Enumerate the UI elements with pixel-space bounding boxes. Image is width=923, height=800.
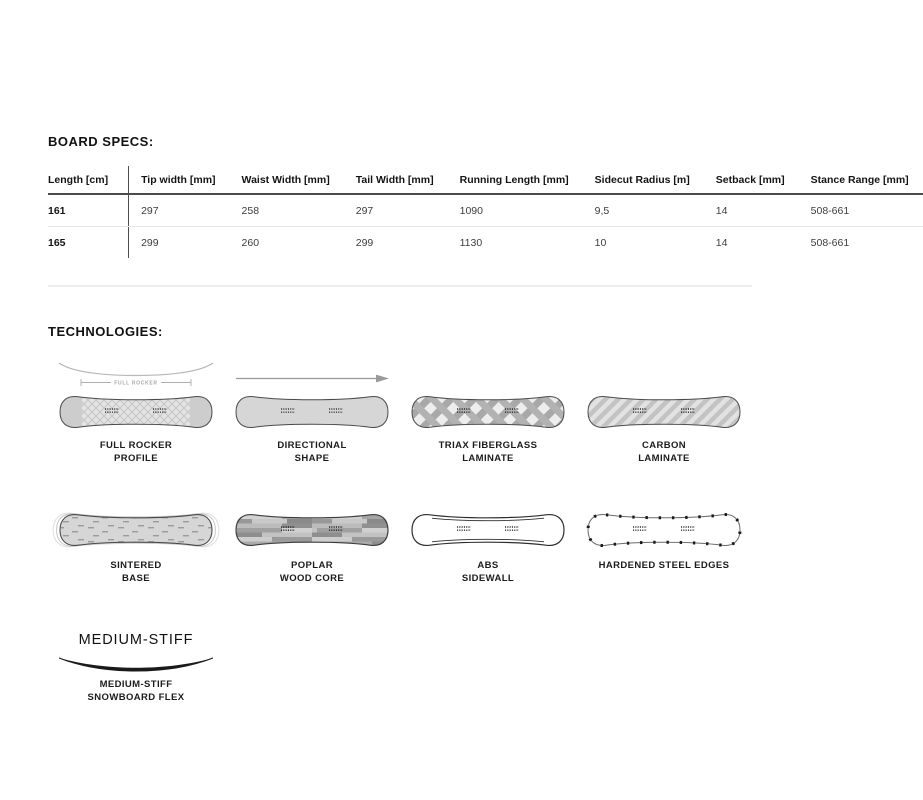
column-header-tip-width: Tip width [mm]	[129, 166, 230, 194]
column-header-length: Length [cm]	[48, 166, 129, 194]
spec-cell: 14	[704, 194, 799, 227]
specs-header-row	[48, 166, 923, 194]
empty-aux	[408, 354, 568, 390]
section-divider	[48, 285, 752, 287]
spec-cell: 299	[355, 237, 374, 249]
tech-item-hardened-steel-edges	[576, 506, 752, 586]
tech-item-carbon-laminate	[576, 354, 752, 466]
board-specs-table	[48, 166, 923, 258]
tech-item-triax-fiberglass	[400, 354, 576, 466]
board-specs-heading: BOARD SPECS:	[48, 134, 154, 149]
full-rocker-aux-graphics	[56, 354, 216, 390]
tech-label: CARBON LAMINATE	[638, 440, 690, 465]
spec-cell: 258	[230, 194, 344, 227]
spec-cell: 508-661	[810, 237, 850, 249]
empty-aux	[584, 354, 744, 390]
sintered-base-board-icon	[56, 508, 216, 552]
svg-text:FULL ROCKER: FULL ROCKER	[114, 380, 158, 387]
column-header-tail-width: Tail Width [mm]	[344, 166, 448, 194]
spec-cell: 260	[241, 237, 260, 249]
directional-board-icon	[232, 392, 392, 432]
flex-rating-title: MEDIUM-STIFF	[78, 631, 194, 648]
tech-label: DIRECTIONAL SHAPE	[277, 440, 347, 465]
spec-row-165	[48, 227, 923, 259]
spec-cell: 1090	[448, 194, 583, 227]
tech-label: TRIAX FIBERGLASS LAMINATE	[438, 440, 538, 465]
column-header-running-length: Running Length [mm]	[448, 166, 583, 194]
flex-rating-label: MEDIUM-STIFF SNOWBOARD FLEX	[87, 678, 185, 704]
full-rocker-board-icon	[56, 392, 216, 432]
tech-item-abs-sidewall	[400, 506, 576, 586]
spec-cell: 1130	[459, 237, 483, 249]
directional-arrow-icon	[232, 372, 392, 385]
technologies-heading: TECHNOLOGIES:	[48, 324, 163, 339]
column-header-sidecut-radius: Sidecut Radius [m]	[583, 166, 704, 194]
spec-cell: 14	[715, 237, 728, 249]
spec-cell: 9,5	[583, 194, 704, 227]
spec-row-161	[48, 194, 923, 227]
tech-item-sintered-base	[48, 506, 224, 586]
poplar-wood-core-board-icon	[232, 508, 392, 552]
spec-cell: 297	[344, 194, 448, 227]
tech-label: ABS SIDEWALL	[461, 559, 515, 585]
directional-aux-graphics	[232, 354, 392, 390]
spec-cell: 297	[129, 194, 230, 227]
tech-label: HARDENED STEEL EDGES	[598, 559, 730, 571]
column-header-stance-range: Stance Range [mm]	[799, 166, 923, 194]
tech-item-poplar-wood-core	[224, 506, 400, 586]
spec-cell: 10	[594, 237, 607, 249]
tech-label: FULL ROCKER PROFILE	[99, 440, 173, 465]
flex-curve-icon	[56, 654, 216, 672]
tech-item-full-rocker-profile	[48, 354, 224, 466]
carbon-laminate-board-icon	[584, 392, 744, 432]
spec-cell: 299	[141, 237, 159, 249]
abs-sidewall-board-icon	[408, 508, 568, 552]
tech-item-directional-shape	[224, 354, 400, 466]
spec-cell: 165	[48, 227, 129, 259]
flex-rating-block	[48, 632, 224, 705]
column-header-waist-width: Waist Width [mm]	[230, 166, 344, 194]
triax-fiberglass-board-icon	[408, 392, 568, 432]
spec-cell: 161	[48, 194, 129, 227]
full-rocker-dimension-line	[56, 377, 216, 390]
rocker-profile-curve-icon	[56, 360, 216, 377]
tech-label: SINTERED BASE	[110, 559, 162, 585]
spec-cell: 508-661	[799, 194, 923, 227]
hardened-steel-edges-board-icon	[584, 508, 744, 552]
technologies-grid	[48, 354, 752, 586]
column-header-setback: Setback [mm]	[704, 166, 799, 194]
tech-label: POPLAR WOOD CORE	[279, 559, 345, 585]
